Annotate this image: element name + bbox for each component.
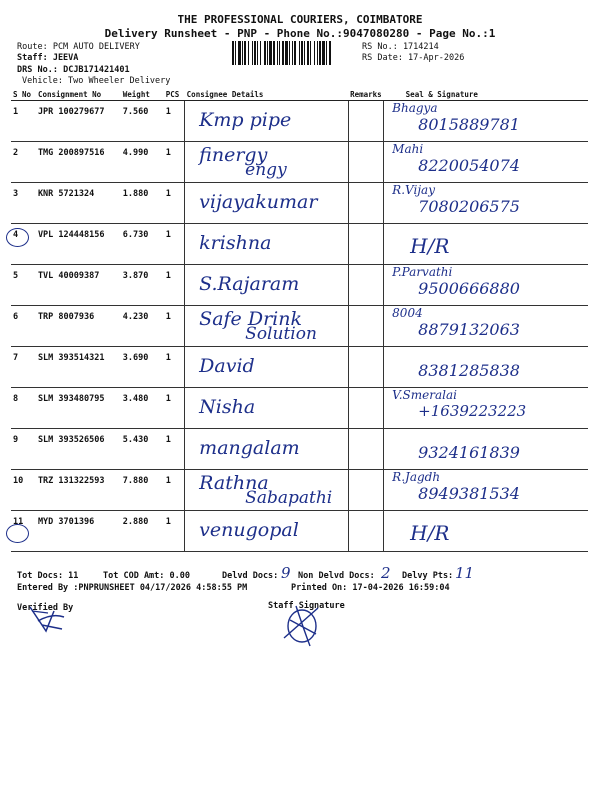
row-consignment-no: TMG 200897516 xyxy=(36,142,121,183)
signature-handwriting: R.Vijay xyxy=(392,183,435,197)
row-weight: 2.880 xyxy=(121,511,164,552)
consignee-handwriting: Safe Drink xyxy=(199,308,302,330)
table-row xyxy=(11,224,588,265)
row-seal-signature xyxy=(384,306,588,347)
row-consignee-details xyxy=(185,511,348,552)
col-pcs: PCS xyxy=(164,89,185,101)
row-sno: 2 xyxy=(11,142,36,183)
total-cod: Tot COD Amt: 0.00 xyxy=(103,571,190,581)
row-weight: 7.880 xyxy=(121,470,164,511)
consignee-handwriting: S.Rajaram xyxy=(199,273,300,295)
rs-no: RS No.: 1714214 xyxy=(362,42,439,52)
row-consignee-details xyxy=(185,101,348,142)
signature-handwriting: Bhagya xyxy=(392,101,438,115)
row-pcs: 1 xyxy=(164,224,185,265)
row-consignee-details xyxy=(185,183,348,224)
row-pcs: 1 xyxy=(164,306,185,347)
non-delivered-docs-handwritten: 2 xyxy=(381,564,391,582)
staff-signature-mark xyxy=(280,600,326,650)
row-remarks xyxy=(348,470,384,511)
runsheet-title: Delivery Runsheet - PNP - Phone No.:9047080280 - Page No.:1 xyxy=(104,27,496,40)
row-weight: 4.990 xyxy=(121,142,164,183)
row-consignee-details xyxy=(185,306,348,347)
consignee-handwriting: Kmp pipe xyxy=(199,109,292,131)
phone-handwriting: 8220054074 xyxy=(418,156,520,175)
row-seal-signature xyxy=(384,388,588,429)
delivered-docs-label: Delvd Docs: xyxy=(222,571,279,581)
row-weight: 4.230 xyxy=(121,306,164,347)
row-consignee-details xyxy=(185,142,348,183)
row-remarks xyxy=(348,429,384,470)
col-remarks: Remarks xyxy=(350,90,382,99)
consignee-handwriting-line2: engy xyxy=(245,160,287,180)
phone-handwriting: 8381285838 xyxy=(418,361,520,380)
row-sno: 11 xyxy=(11,511,36,552)
consignee-handwriting: krishna xyxy=(199,232,272,254)
vehicle-label: Vehicle: Two Wheeler Delivery xyxy=(22,76,171,86)
row-weight: 3.690 xyxy=(121,347,164,388)
table-row xyxy=(11,306,588,347)
phone-handwriting: 7080206575 xyxy=(418,197,520,216)
consignee-handwriting: venugopal xyxy=(199,519,299,541)
phone-handwriting: 8015889781 xyxy=(418,115,520,134)
row-sno: 9 xyxy=(11,429,36,470)
consignee-handwriting: mangalam xyxy=(199,437,300,459)
row-seal-signature xyxy=(384,183,588,224)
total-docs: Tot Docs: 11 xyxy=(17,571,79,581)
consignee-handwriting: finergy xyxy=(199,144,268,166)
consignee-handwriting: Rathna xyxy=(199,472,269,494)
row-pcs: 1 xyxy=(164,142,185,183)
verified-by-signature xyxy=(24,603,74,635)
row-weight: 6.730 xyxy=(121,224,164,265)
row-pcs: 1 xyxy=(164,470,185,511)
signature-handwriting: H/R xyxy=(410,521,450,545)
row-consignment-no: SLM 393514321 xyxy=(36,347,121,388)
row-sno: 7 xyxy=(11,347,36,388)
row-seal-signature xyxy=(384,142,588,183)
row-pcs: 1 xyxy=(164,347,185,388)
consignee-handwriting-line2: Sabapathi xyxy=(245,488,333,508)
row-seal-signature xyxy=(384,265,588,306)
signature-handwriting: Mahi xyxy=(392,142,424,156)
row-consignment-no: SLM 393526506 xyxy=(36,429,121,470)
table-row xyxy=(11,388,588,429)
row-weight: 3.480 xyxy=(121,388,164,429)
row-weight: 5.430 xyxy=(121,429,164,470)
staff-signature-label: Staff Signature xyxy=(268,601,345,611)
consignee-handwriting: Nisha xyxy=(199,396,256,418)
row-weight: 1.880 xyxy=(121,183,164,224)
row-consignee-details xyxy=(185,388,348,429)
consignee-handwriting-line2: Solution xyxy=(245,324,317,344)
entered-by: Entered By :PNPRUNSHEET 04/17/2026 4:58:55 PM xyxy=(17,583,248,593)
row-seal-signature xyxy=(384,224,588,265)
delivery-points-label: Delvy Pts: xyxy=(402,571,454,581)
row-pcs: 1 xyxy=(164,429,185,470)
col-weight: Weight xyxy=(121,89,164,101)
phone-handwriting: 8879132063 xyxy=(418,320,520,339)
consignee-handwriting: vijayakumar xyxy=(199,191,318,213)
barcode xyxy=(232,41,358,65)
row-pcs: 1 xyxy=(164,183,185,224)
row-consignment-no: SLM 393480795 xyxy=(36,388,121,429)
row-seal-signature xyxy=(384,347,588,388)
row-sno: 6 xyxy=(11,306,36,347)
delivery-points-handwritten: 11 xyxy=(455,564,475,582)
signature-handwriting: P.Parvathi xyxy=(392,265,453,279)
table-row xyxy=(11,347,588,388)
staff-label: Staff: JEEVA xyxy=(17,53,79,63)
row-seal-signature xyxy=(384,470,588,511)
table-row xyxy=(11,101,588,142)
drs-label: DRS No.: xyxy=(17,65,58,75)
signature-handwriting: 8004 xyxy=(392,306,423,320)
row-consignment-no: TVL 40009387 xyxy=(36,265,121,306)
row-weight: 3.870 xyxy=(121,265,164,306)
consignee-handwriting: David xyxy=(199,355,255,377)
row-sno: 8 xyxy=(11,388,36,429)
row-consignee-details xyxy=(185,429,348,470)
row-consignee-details xyxy=(185,224,348,265)
row-sno: 1 xyxy=(11,101,36,142)
table-row xyxy=(11,511,588,552)
route-label: Route: PCM AUTO DELIVERY xyxy=(17,42,140,52)
row-remarks xyxy=(348,388,384,429)
col-sno: S No xyxy=(11,89,36,101)
row-seal-signature xyxy=(384,511,588,552)
table-row xyxy=(11,265,588,306)
row-remarks xyxy=(348,224,384,265)
rs-date: RS Date: 17-Apr-2026 xyxy=(362,53,465,63)
non-delivered-docs-label: Non Delvd Docs: xyxy=(298,571,375,581)
row-consignment-no: KNR 5721324 xyxy=(36,183,121,224)
row-remarks xyxy=(348,142,384,183)
row-seal-signature xyxy=(384,101,588,142)
drs-no xyxy=(17,65,130,76)
row-remarks xyxy=(348,511,384,552)
row-pcs: 1 xyxy=(164,265,185,306)
printed-on: Printed On: 17-04-2026 16:59:04 xyxy=(291,583,450,593)
company-title: THE PROFESSIONAL COURIERS, COIMBATORE xyxy=(177,13,423,26)
col-consignment: Consignment No xyxy=(36,89,121,101)
table-row xyxy=(11,142,588,183)
row-consignment-no: JPR 100279677 xyxy=(36,101,121,142)
row-4-circle-mark xyxy=(6,228,29,247)
row-consignee-details xyxy=(185,265,348,306)
row-sno: 4 xyxy=(11,224,36,265)
signature-handwriting: V.Smeralai xyxy=(392,388,457,402)
table-header xyxy=(11,89,588,101)
row-remarks xyxy=(348,101,384,142)
row-consignment-no: TRZ 131322593 xyxy=(36,470,121,511)
row-pcs: 1 xyxy=(164,388,185,429)
row-remarks xyxy=(348,183,384,224)
row-sno: 10 xyxy=(11,470,36,511)
row-remarks xyxy=(348,347,384,388)
table-row xyxy=(11,470,588,511)
row-pcs: 1 xyxy=(164,101,185,142)
row-sno: 5 xyxy=(11,265,36,306)
phone-handwriting: 8949381534 xyxy=(418,484,520,503)
drs-value: DCJB171421401 xyxy=(63,65,130,75)
row-sno: 3 xyxy=(11,183,36,224)
phone-handwriting: 9500666880 xyxy=(418,279,520,298)
row-consignment-no: MYD 3701396 xyxy=(36,511,121,552)
row-consignee-details xyxy=(185,470,348,511)
runsheet-table xyxy=(11,89,588,552)
row-weight: 7.560 xyxy=(121,101,164,142)
delivered-docs-handwritten: 9 xyxy=(281,564,291,582)
signature-handwriting: R.Jagdh xyxy=(392,470,441,484)
table-row xyxy=(11,429,588,470)
row-remarks xyxy=(348,306,384,347)
signature-handwriting: H/R xyxy=(410,234,450,258)
phone-handwriting: 9324161839 xyxy=(418,443,520,462)
row-consignment-no: VPL 124448156 xyxy=(36,224,121,265)
row-consignment-no: TRP 8007936 xyxy=(36,306,121,347)
col-consignee: Consignee Details xyxy=(185,89,348,101)
phone-handwriting: +1639223223 xyxy=(418,402,527,420)
col-seal: Seal & Signature xyxy=(384,89,588,101)
row-11-circle-mark xyxy=(6,524,29,543)
table-row xyxy=(11,183,588,224)
row-pcs: 1 xyxy=(164,511,185,552)
row-consignee-details xyxy=(185,347,348,388)
row-remarks xyxy=(348,265,384,306)
verified-by-label: Verified By xyxy=(17,603,74,613)
row-seal-signature xyxy=(384,429,588,470)
